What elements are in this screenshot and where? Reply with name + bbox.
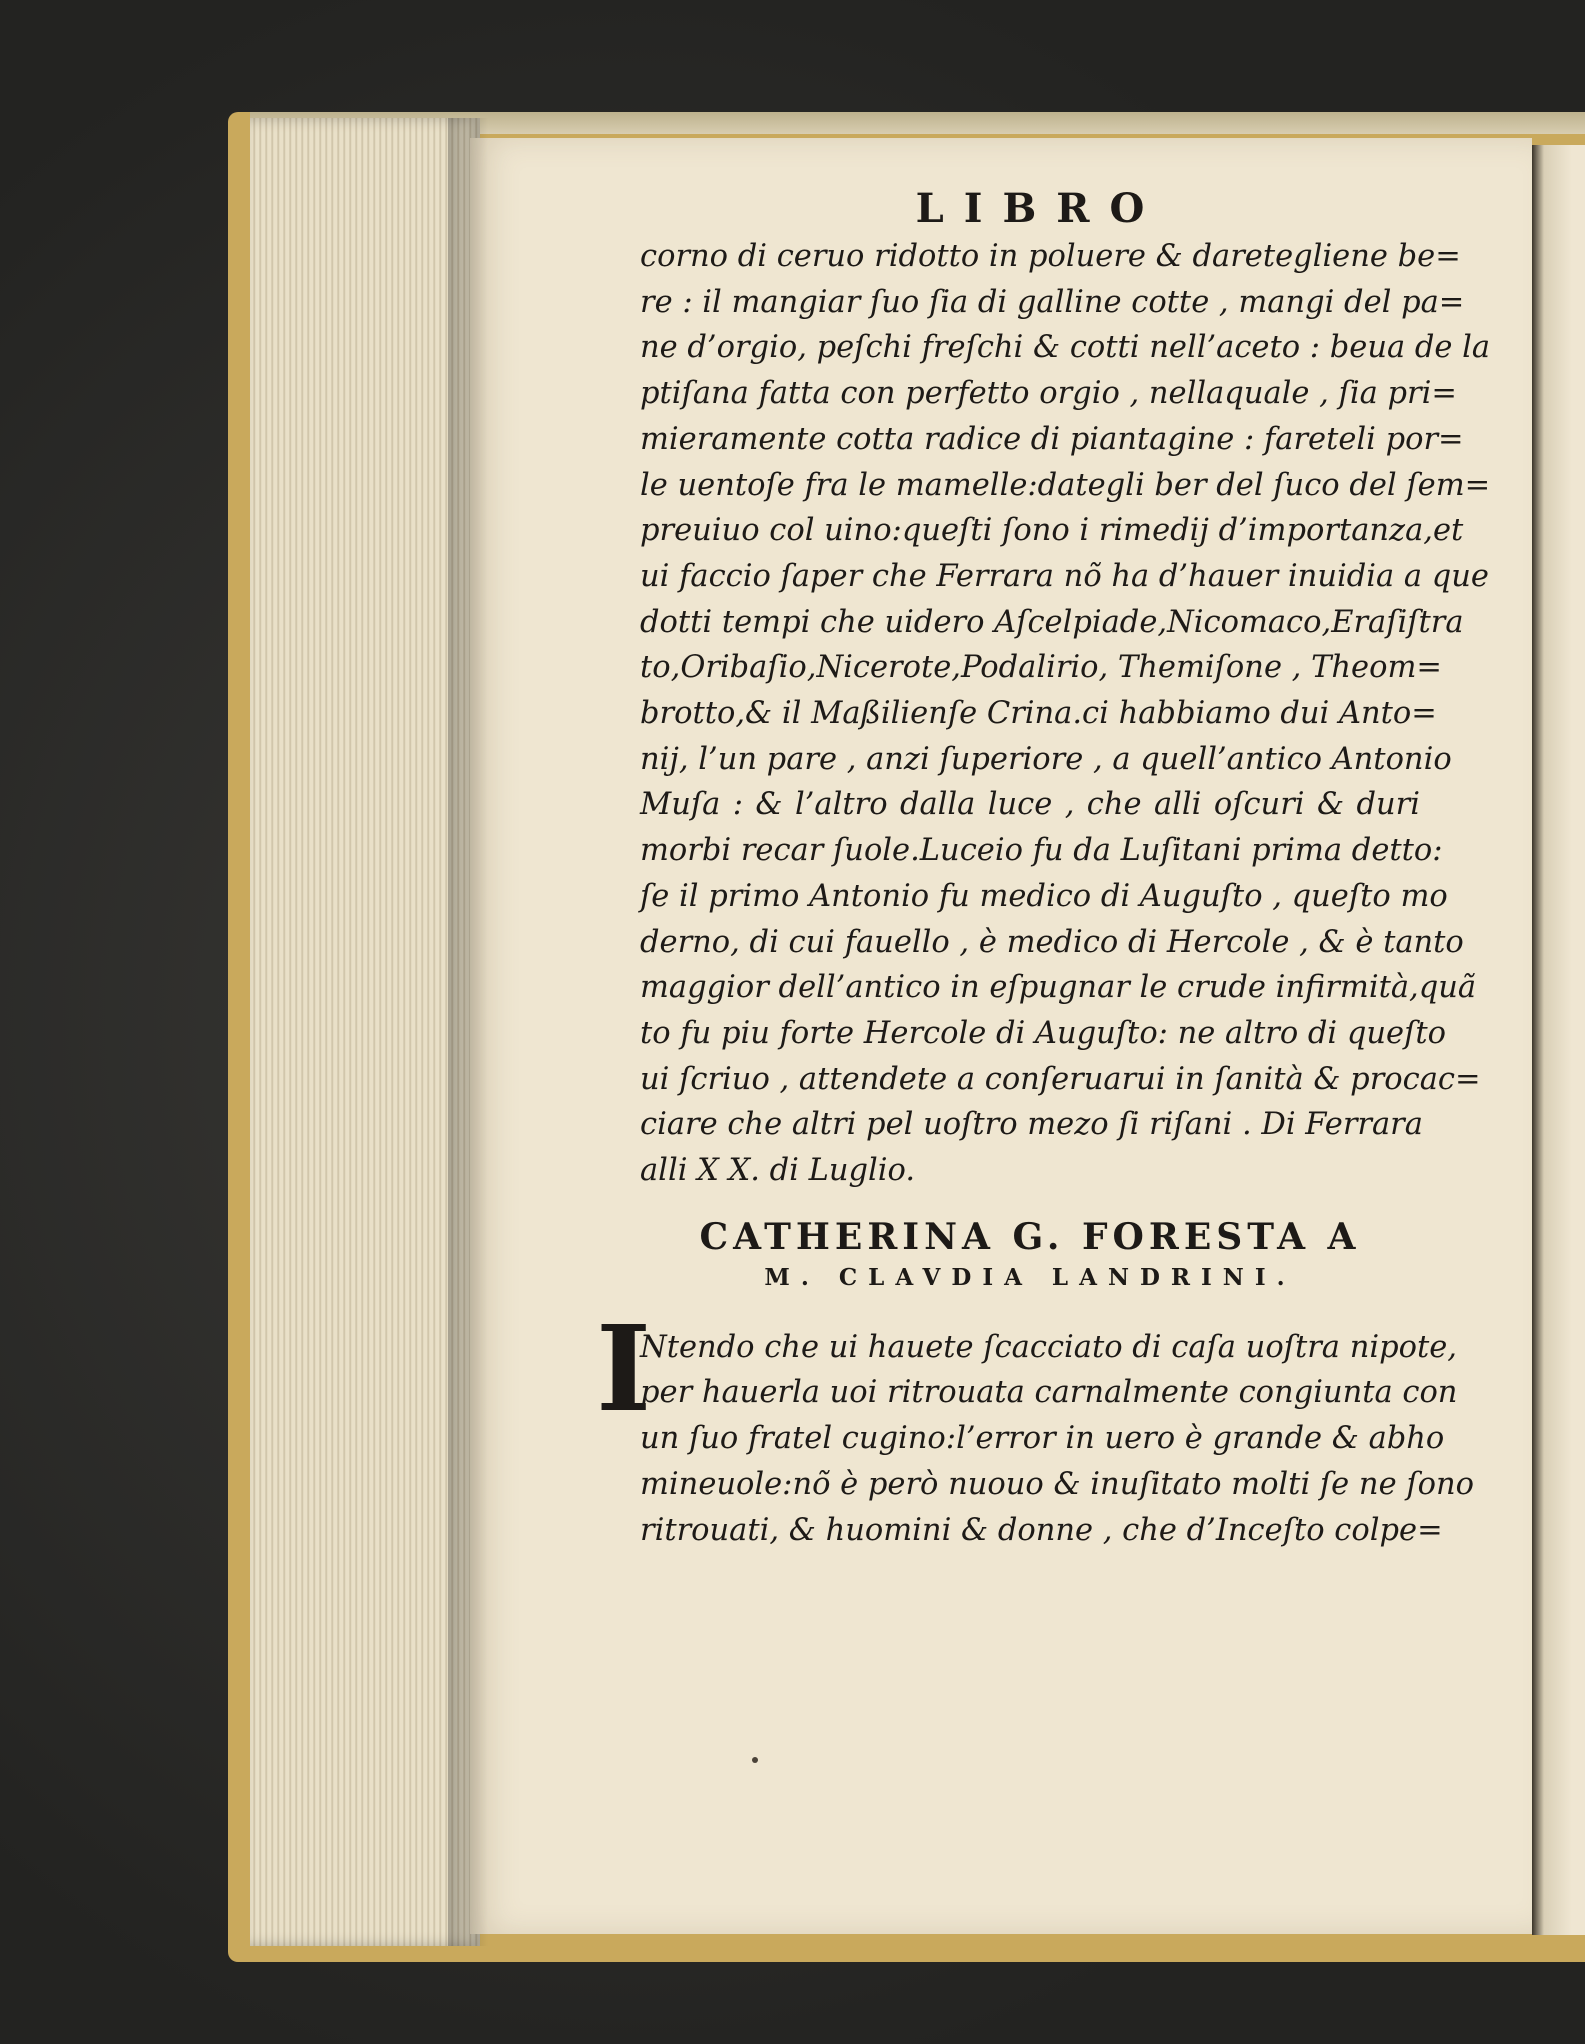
- text-line: ne d’orgio, peſchi freſchi & cotti nell’aceto : beua de la: [640, 330, 1491, 366]
- text-line: ui ſcriuo , attendete a conſeruarui in ſanità & procac=: [640, 1061, 1481, 1097]
- text-line: per hauerla uoi ritrouata carnalmente congiunta con: [640, 1375, 1458, 1411]
- text-block: [596, 185, 1491, 1553]
- text-line: un ſuo fratel cugino:l’error in uero è grande & abho: [640, 1421, 1445, 1457]
- facing-page-edge: [1532, 145, 1585, 1935]
- text-line: ptiſana fatta con perfetto orgio , nellaquale , ſia pri=: [640, 376, 1457, 412]
- text-line-last: alli X X. di Luglio.: [640, 1153, 916, 1189]
- drop-cap: I: [596, 1298, 652, 1438]
- ink-speck: [752, 1757, 758, 1763]
- text-line: ſe il primo Antonio fu medico di Auguſto , queſto mo: [640, 878, 1448, 914]
- letter-recipient: M. CLAVDIA LANDRINI.: [764, 1263, 1296, 1291]
- text-line: dotti tempi che uidero Aſcelpiade,Nicomaco,Eraſiſtra: [640, 604, 1464, 640]
- body-text: [640, 234, 1491, 1194]
- letter-text: [640, 1325, 1474, 1554]
- text-line: mieramente cotta radice di piantagine : fareteli por=: [640, 421, 1464, 457]
- running-head: LIBRO: [915, 185, 1165, 232]
- text-line: ritrouati, & huomini & donne , che d’Inceſto colpe=: [640, 1512, 1443, 1548]
- gutter-shadow: [448, 118, 488, 1946]
- text-line: Ntendo che ui hauete ſcacciato di caſa uoſtra nipote,: [640, 1329, 1457, 1365]
- text-line: nij, l’un pare , anzi ſuperiore , a quell’antico Antonio: [640, 741, 1452, 777]
- text-line: to fu piu forte Hercole di Auguſto: ne altro di queſto: [640, 1015, 1446, 1051]
- text-line: preuiuo col uino:queſti ſono i rimedij d’importanza,et: [640, 513, 1464, 549]
- text-line: corno di ceruo ridotto in poluere & daretegliene be=: [640, 239, 1461, 274]
- text-line: re : il mangiar ſuo ſia di galline cotte , mangi del pa=: [640, 284, 1465, 320]
- letter-opening: [596, 1298, 1474, 1554]
- text-line: brotto,& il Maßilienſe Crina.ci habbiamo dui Anto=: [640, 696, 1437, 732]
- text-line: mineuole:nõ è però nuouo & inuſitato molti ſe ne ſono: [640, 1466, 1474, 1502]
- page-stack: [250, 118, 480, 1946]
- text-line: maggior dell’antico in eſpugnar le crude infirmità,quã: [640, 970, 1477, 1006]
- text-line: ui faccio ſaper che Ferrara nõ ha d’hauer inuidia a que: [640, 558, 1489, 594]
- letter-heading: CATHERINA G. FORESTA A: [699, 1215, 1361, 1258]
- text-line: to,Oribaſio,Nicerote,Podalirio, Themiſone , Theom=: [640, 650, 1442, 686]
- text-line: ciare che altri pel uoſtro mezo ſi riſani . Di Ferrara: [640, 1107, 1423, 1143]
- text-line: le uentoſe fra le mamelle:dategli ber del ſuco del ſem=: [640, 467, 1491, 503]
- text-line: derno, di cui fauello , è medico di Hercole , & è tanto: [640, 924, 1464, 960]
- text-line: morbi recar ſuole.Luceio fu da Luſitani prima detto:: [640, 833, 1443, 869]
- text-line: Muſa : & l’altro dalla luce , che alli oſcuri & duri: [640, 787, 1420, 823]
